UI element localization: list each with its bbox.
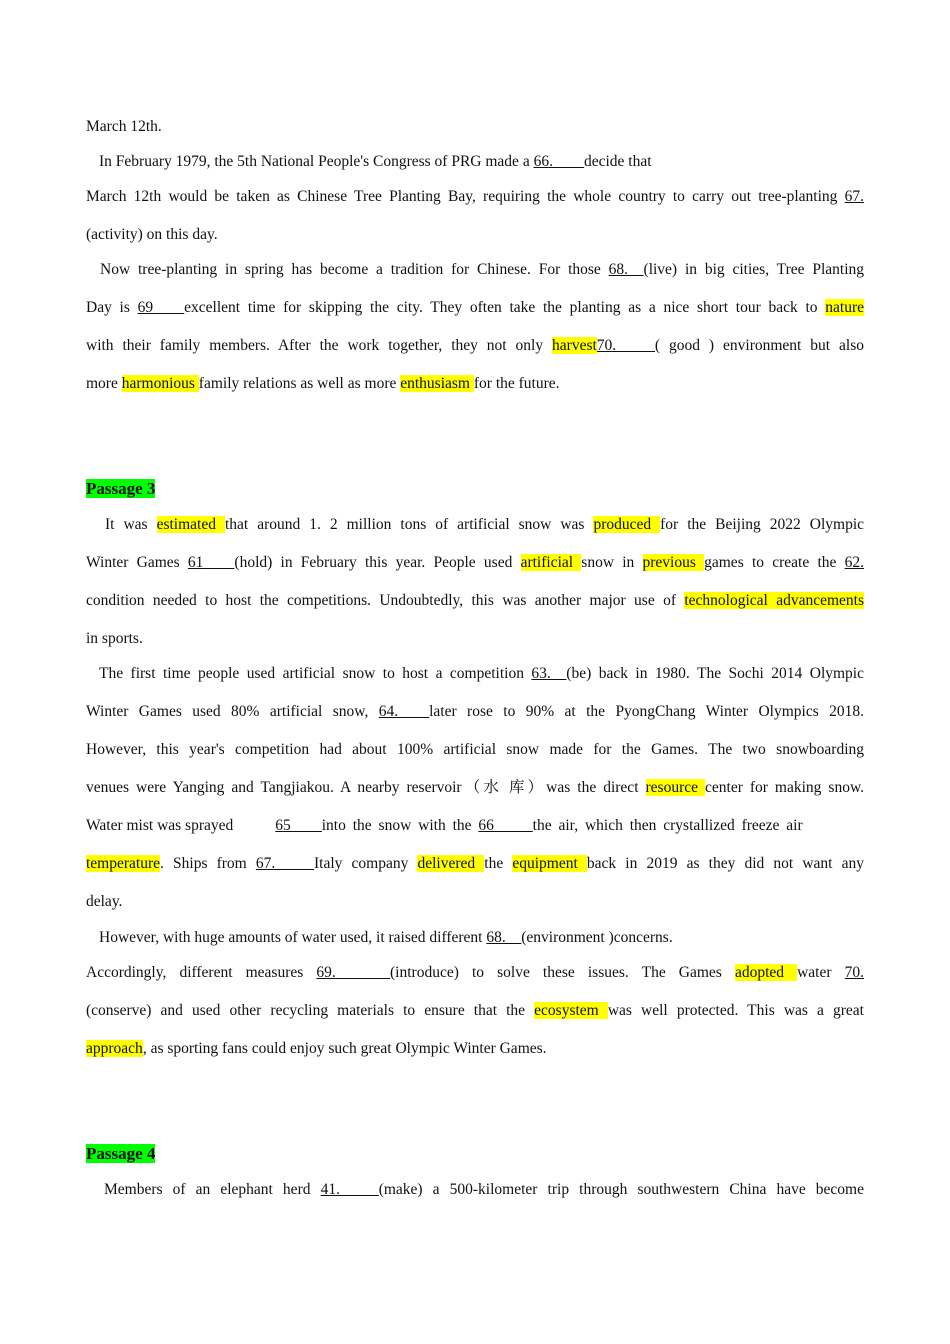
highlight: nature [825, 299, 864, 316]
text-line: It was estimated that around 1. 2 million tons of artificial snow was produced for the Beijing 2022 Olympic [105, 516, 865, 533]
blank-69[interactable]: 69._______ [316, 964, 391, 981]
highlight: harvest [552, 337, 597, 354]
text-line: venues were Yanging and Tangjiakou. A nearby reservoir（水 库）was the direct resource center for making snow. [86, 779, 865, 796]
blank-66[interactable]: 66_____ [478, 817, 533, 834]
blank-68[interactable]: 68.__ [486, 929, 522, 946]
blank-41[interactable]: 41._____ [320, 1181, 379, 1198]
highlight: technological advancements [684, 592, 864, 609]
text-line: However, with huge amounts of water used, it raised different 68.__(environment )concerns. [99, 929, 673, 946]
highlight: enthusiasm [400, 375, 474, 392]
text-line: Accordingly, different measures 69._______(introduce) to solve these issues. The Games adopted water 70. [86, 964, 865, 981]
text-line: Winter Games used 80% artificial snow, 64.____later rose to 90% at the PyongChang Winter Olympics 2018. [86, 703, 864, 720]
text-line: delay. [86, 893, 123, 910]
text-line: Members of an elephant herd 41._____(make) a 500-kilometer trip through southwestern China have become [104, 1181, 864, 1198]
highlight: temperature [86, 855, 161, 872]
highlight: resource [645, 779, 705, 796]
text-line: in sports. [86, 630, 143, 647]
text-line: (activity) on this day. [86, 226, 218, 243]
passage-heading: Passage 3 [86, 479, 156, 498]
text-line: Now tree-planting in spring has become a tradition for Chinese. For those 68.__(live) in big cities, Tree Planting [100, 261, 864, 278]
blank-67[interactable]: 67. [844, 188, 864, 205]
text-line: approach, as sporting fans could enjoy such great Olympic Winter Games. [86, 1040, 547, 1057]
text-line: temperature. Ships from 67._____Italy company delivered the equipment back in 2019 as they did not want any [86, 855, 864, 872]
blank-67[interactable]: 67._____ [255, 855, 314, 872]
text-line: (conserve) and used other recycling materials to ensure that the ecosystem was well protected. This was a great [86, 1002, 864, 1019]
text-line: with their family members. After the work together, they not only harvest70._____( good ) environment but also [86, 337, 864, 354]
highlight: equipment [512, 855, 587, 872]
text-line: Winter Games 61____(hold) in February this year. People used artificial snow in previous games to create the 62. [86, 554, 864, 571]
highlight: estimated [156, 516, 225, 533]
blank-64[interactable]: 64.____ [378, 703, 430, 720]
text-line: March 12th would be taken as Chinese Tree Planting Bay, requiring the whole country to carry out tree-planting 67. [86, 188, 864, 205]
text-line: The first time people used artificial snow to host a competition 63.__(be) back in 1980. The Sochi 2014 Olympic [99, 665, 864, 682]
passage-heading: Passage 4 [86, 1144, 156, 1163]
blank-66[interactable]: 66.____ [533, 153, 584, 170]
highlight: ecosystem [534, 1002, 608, 1019]
highlight: produced [593, 516, 661, 533]
blank-61[interactable]: 61____ [187, 554, 235, 571]
blank-69[interactable]: 69____ [137, 299, 185, 316]
highlight: artificial [520, 554, 582, 571]
blank-62[interactable]: 62. [844, 554, 864, 571]
highlight: previous [642, 554, 705, 571]
highlight: delivered [417, 855, 485, 872]
blank-70[interactable]: 70. [844, 964, 865, 981]
text-line: Day is 69____excellent time for skipping the city. They often take the planting as a nice short tour back to nature [86, 299, 864, 316]
highlight: approach [86, 1040, 143, 1057]
text-line: In February 1979, the 5th National People's Congress of PRG made a 66.____decide that [99, 153, 652, 170]
highlight: harmonious [121, 375, 199, 392]
blank-68[interactable]: 68.__ [608, 261, 644, 278]
text-line: more harmonious family relations as well as more enthusiasm for the future. [86, 375, 560, 392]
blank-70[interactable]: 70._____ [596, 337, 655, 354]
highlight: adopted [734, 964, 798, 981]
blank-65[interactable]: 65____ [275, 817, 322, 834]
blank-63[interactable]: 63.__ [531, 665, 567, 682]
text-line: Water mist was sprayed 65____into the snow with the 66_____the air, which then crystallized freeze air [86, 817, 803, 834]
text-line: March 12th. [86, 118, 162, 135]
text-line: condition needed to host the competitions. Undoubtedly, this was another major use of technological advancements [86, 592, 864, 609]
text-line: However, this year's competition had about 100% artificial snow made for the Games. The two snowboarding [86, 741, 864, 758]
